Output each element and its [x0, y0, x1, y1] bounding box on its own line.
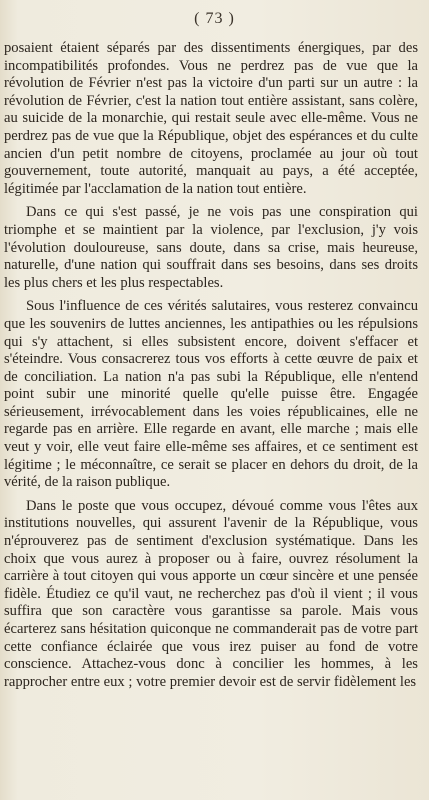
page-number: ( 73 )	[194, 10, 235, 27]
paragraph: Dans ce qui s'est passé, je ne vois pas une conspiration qui triomphe et se maintient par la violence, par l'exclusion, j'y vois l'évolution douloureuse, sans doute, dans sa crise, mais heureuse, naturelle, d'une nation qui souffrait dans ses besoins, dans ses droits les plus chers et les plus respectables.	[4, 204, 418, 291]
paragraph: Dans le poste que vous occupez, dévoué comme vous l'êtes aux institutions nouvelles, qui assurent l'avenir de la République, vous n'éprouverez pas de sentiment d'exclusion systématique. Dans les choix que vous aurez à proposer ou à faire, ouvrez résolument la carrière à tout citoyen qui vous apporte un cœur sincère et une pensée fidèle. Étudiez ce qu'il vaut, ne recherchez pas d'où il vient ; il vous suffira que son caractère vous garantisse sa parole. Mais vous écarterez sans hésitation quiconque ne commanderait pas de votre part cette confiance éclairée que vous irez puiser au fond de votre conscience. Attachez-vous donc à concilier les hommes, à les rapprocher entre eux ; votre premier devoir est de servir fidèlement les	[4, 497, 418, 690]
paragraph: Sous l'influence de ces vérités salutaires, vous resterez convaincu que les souvenirs de luttes anciennes, les antipathies ou les répulsions qui s'y attachent, si elles subsistent encore, doivent s'effacer et s'éteindre. Vous consacrerez tous vos efforts à cette œuvre de paix et de conciliation. La nation n'a pas subi la République, elle n'entend point subir une minorité quelle qu'elle puisse être. Engagée sérieusement, irrévocablement dans les voies républicaines, elle ne regarde pas en arrière. Elle regarde en avant, elle marche ; mais elle veut y voir, elle veut faire elle-même ses affaires, et ce sentiment est légitime ; le méconnaître, ce serait se placer en dehors du droit, de la vérité, de la raison publique.	[4, 298, 418, 491]
paragraph-continuation: posaient étaient séparés par des dissentiments énergiques, par des incompatibilités profondes. Vous ne perdrez pas de vue que la révolution de Février n'est pas la victoire d'un parti sur un autre : la révolution de Février, c'est la nation tout entière assistant, sans colère, au suicide de la monarchie, qui restait seule avec elle-même. Vous ne perdrez pas de vue que la République, objet des espérances et du culte ancien d'un petit nombre de citoyens, proclamée au jour où tout gouvernement, toute autorité, manquait au pays, a été acceptée, légitimée par l'acclamation de la nation tout entière.	[4, 40, 418, 197]
body-text	[4, 40, 418, 697]
